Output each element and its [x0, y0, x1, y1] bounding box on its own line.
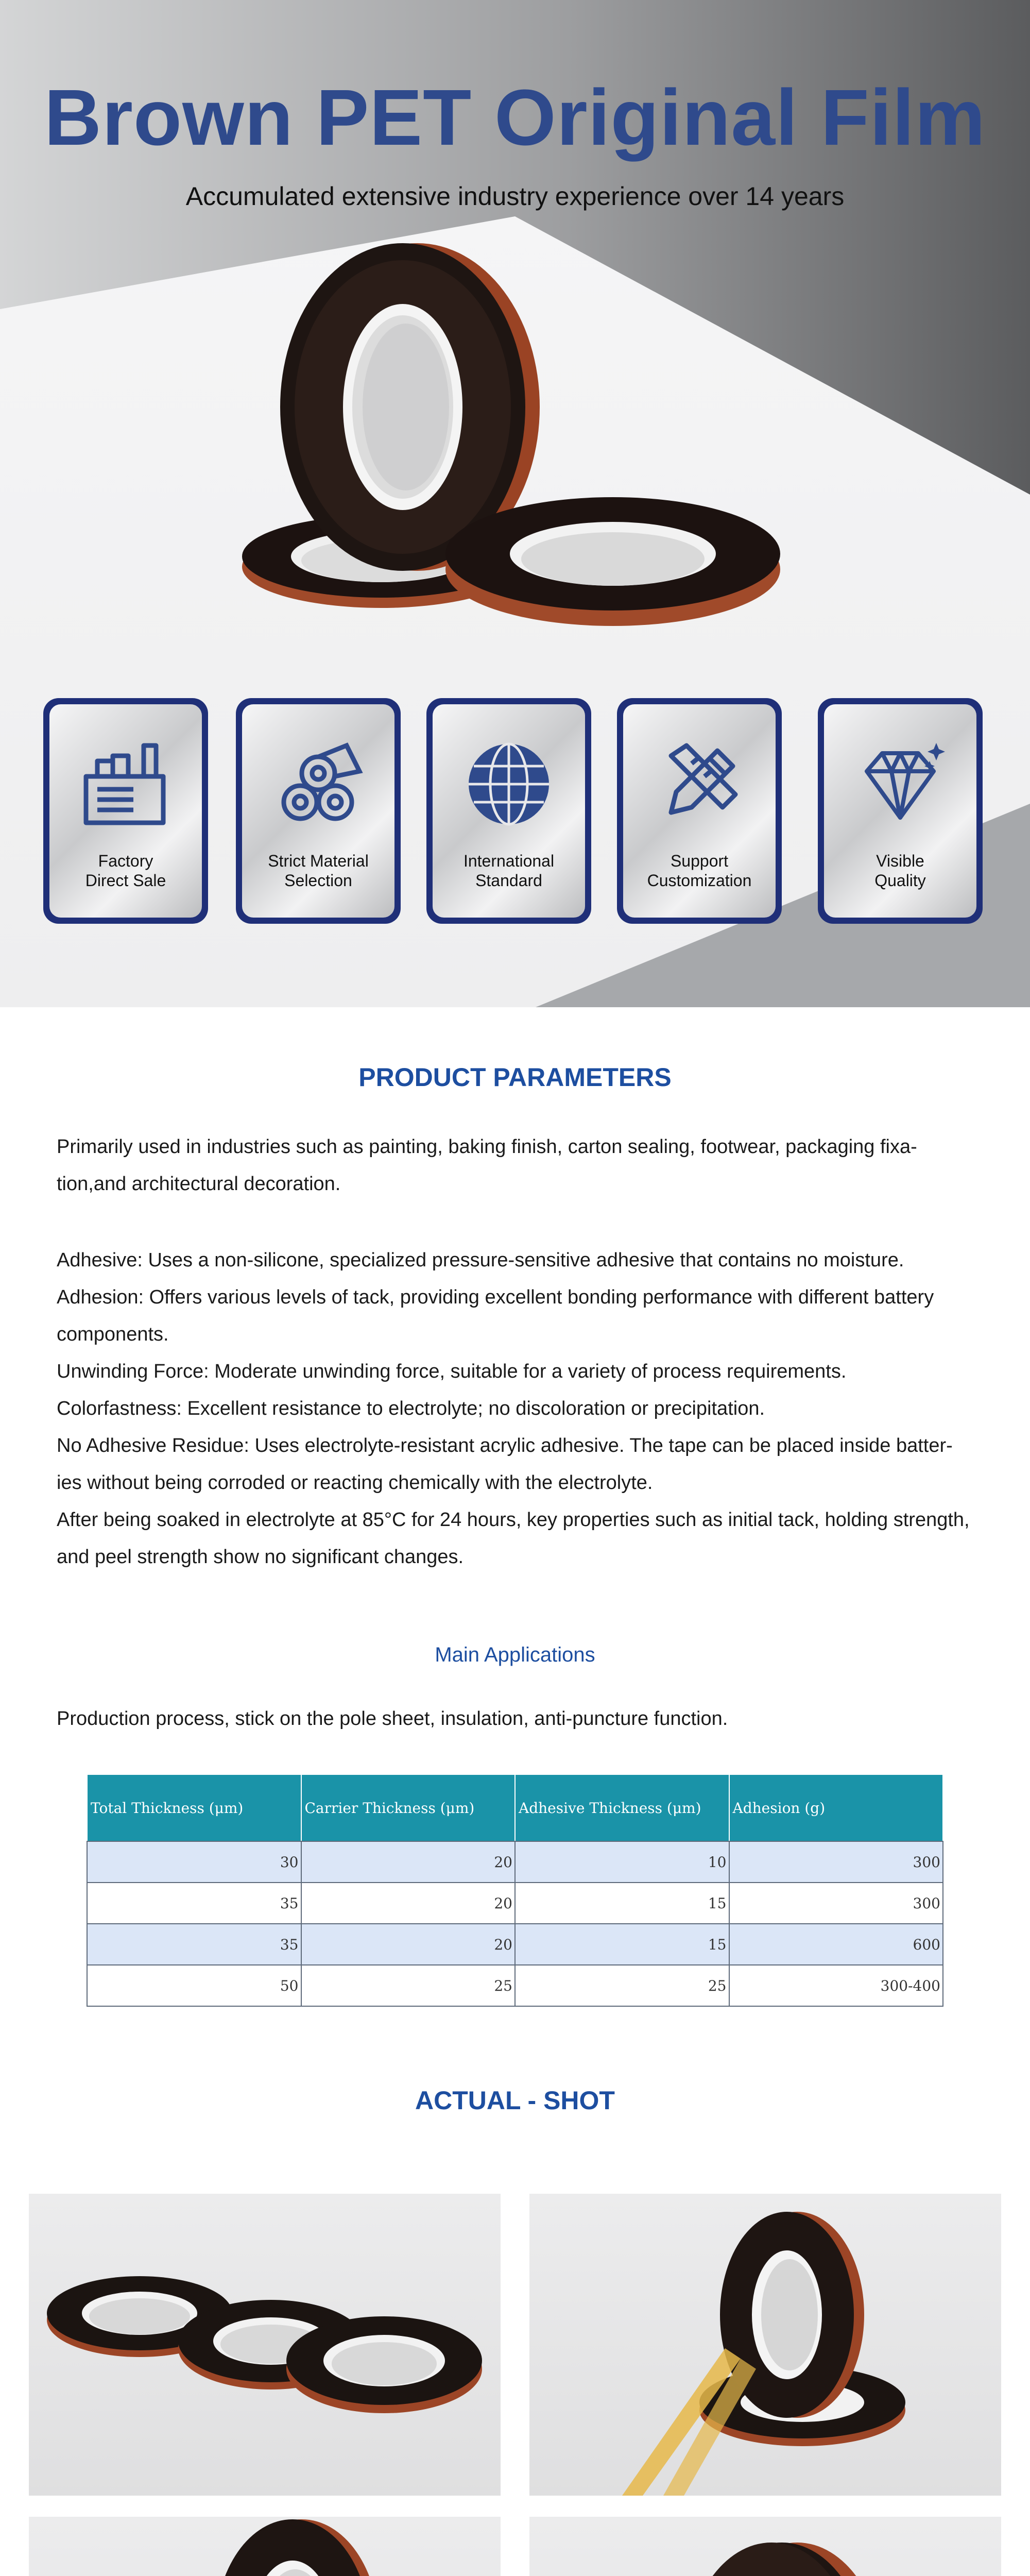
table-cell: 35 — [87, 1924, 301, 1965]
header-carrier-thickness: Carrier Thickness (μm) — [301, 1774, 516, 1841]
main-applications-text: Production process, stick on the pole sheet, insulation, anti-puncture function. — [57, 1708, 728, 1730]
intro-paragraph: Primarily used in industries such as painting, baking finish, carton sealing, footwear, packaging fixa-tion,and architectural decoration. — [57, 1136, 917, 1195]
feature-label: International Standard — [463, 852, 555, 890]
header-adhesive-thickness: Adhesive Thickness (μm) — [515, 1774, 729, 1841]
feature-label: Visible Quality — [874, 852, 926, 890]
hero-title: Brown PET Original Film — [44, 73, 986, 162]
factory-icon — [77, 740, 175, 828]
table-row — [87, 1883, 943, 1924]
feature-label: Factory Direct Sale — [85, 852, 166, 890]
photo-three-flat-rolls — [29, 2194, 501, 2496]
feature-card-international-standard — [426, 698, 591, 924]
detail-unwinding-force: Unwinding Force: Moderate unwinding force, suitable for a variety of process requirements. — [57, 1361, 847, 1382]
table-cell: 20 — [301, 1883, 516, 1924]
feature-card-strict-material-selection — [236, 698, 401, 924]
tape-roll-photo — [529, 2517, 1001, 2576]
tape-rolls-photo — [29, 2517, 501, 2576]
spec-table — [87, 1774, 943, 2007]
tape-roll-photo — [529, 2194, 1001, 2496]
detail-no-adhesive-residue: No Adhesive Residue: Uses electrolyte-resistant acrylic adhesive. The tape can be placed inside batter-ies without being corroded or reacting chemically with the electrolyte. — [57, 1435, 953, 1494]
feature-card-visible-quality — [818, 698, 983, 924]
feature-label: Strict Material Selection — [268, 852, 369, 890]
feature-cards — [0, 698, 1030, 925]
hero-banner — [0, 0, 1030, 1007]
diamond-icon — [851, 740, 949, 828]
detail-adhesion: Adhesion: Offers various levels of tack, providing excellent bonding performance with different battery components. — [57, 1286, 934, 1345]
table-row — [87, 1841, 943, 1883]
pencil-ruler-icon — [650, 740, 748, 828]
table-cell: 300 — [729, 1841, 943, 1883]
table-cell: 20 — [301, 1924, 516, 1965]
table-cell: 20 — [301, 1841, 516, 1883]
table-cell: 15 — [515, 1924, 729, 1965]
flat-tape-roll-right — [445, 497, 780, 626]
photo-closeup-roll — [529, 2517, 1001, 2576]
hero-subtitle: Accumulated extensive industry experience over 14 years — [185, 182, 845, 211]
table-row — [87, 1965, 943, 2006]
table-header-row — [87, 1774, 943, 1841]
globe-icon — [460, 740, 558, 828]
table-cell: 300-400 — [729, 1965, 943, 2006]
actual-shot-heading: ACTUAL - SHOT — [415, 2086, 615, 2115]
table-cell: 600 — [729, 1924, 943, 1965]
feature-card-support-customization — [617, 698, 782, 924]
header-total-thickness: Total Thickness (μm) — [87, 1774, 301, 1841]
table-cell: 25 — [301, 1965, 516, 2006]
material-rolls-icon — [269, 740, 367, 828]
tape-rolls-photo — [29, 2194, 501, 2496]
feature-label: Support Customization — [647, 852, 752, 890]
table-cell: 30 — [87, 1841, 301, 1883]
detail-adhesive: Adhesive: Uses a non-silicone, specialized pressure-sensitive adhesive that contains no moisture. — [57, 1249, 904, 1271]
table-cell: 15 — [515, 1883, 729, 1924]
table-cell: 50 — [87, 1965, 301, 2006]
table-row — [87, 1924, 943, 1965]
table-cell: 300 — [729, 1883, 943, 1924]
photo-standing-roll-unwound — [529, 2194, 1001, 2496]
detail-colorfastness: Colorfastness: Excellent resistance to electrolyte; no discoloration or precipitation. — [57, 1398, 765, 1419]
parameter-details — [57, 1242, 973, 1575]
table-cell: 25 — [515, 1965, 729, 2006]
main-applications-heading: Main Applications — [435, 1643, 595, 1666]
header-adhesion: Adhesion (g) — [729, 1774, 943, 1841]
photo-standing-and-flat-rolls — [29, 2517, 501, 2576]
detail-soak-test: After being soaked in electrolyte at 85°C for 24 hours, key properties such as initial tack, holding strength, and peel strength show no significant changes. — [57, 1509, 970, 1568]
table-cell: 10 — [515, 1841, 729, 1883]
product-parameters-heading: PRODUCT PARAMETERS — [358, 1063, 672, 1092]
feature-card-factory-direct-sale — [43, 698, 208, 924]
table-cell: 35 — [87, 1883, 301, 1924]
